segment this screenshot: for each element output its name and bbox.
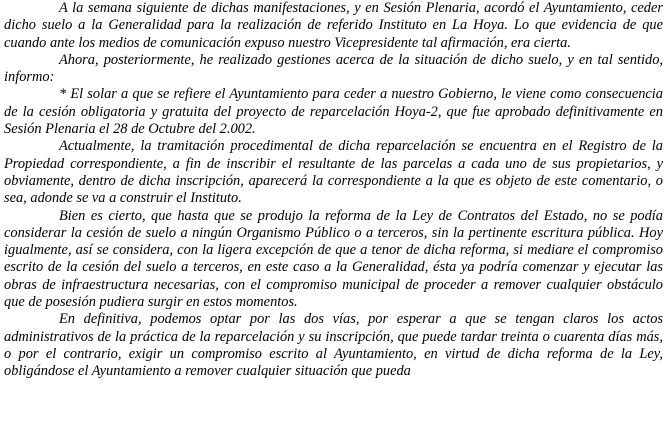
- paragraph-en-definitiva: En definitiva, podemos optar por las dos vías, por esperar a que se tengan claros los actos administrativos de la práctica de la reparcelación y su inscripción, que puede tardar treinta o cuarenta días más, o por el contrario, exigir un compromiso escrito al Ayuntamiento, en virtud de dicha reforma de la Ley, obligándose el Ayuntamiento a remover cualquier situación que pueda: [4, 311, 663, 380]
- paragraph-instituto-cesion: A la semana siguiente de dichas manifestaciones, y en Sesión Plenaria, acordó el Ayuntamiento, ceder dicho suelo a la Generalidad para la realización de referido Instituto en La Hoya. Lo que evidencia de que cuando ante los medios de comunicación expuso nuestro Vicepresidente tal afirmación, era cierta.: [4, 0, 663, 51]
- document-page: [4, 0, 663, 441]
- paragraph-gestiones-suelo: Ahora, posteriormente, he realizado gestiones acerca de la situación de dicho suelo, y en tal sentido, informo:: [4, 51, 663, 86]
- paragraph-registro-propiedad: Actualmente, la tramitación procedimental de dicha reparcelación se encuentra en el Registro de la Propiedad correspondiente, a fin de inscribir el resultante de las parcelas a cada uno de sus propietarios, y obviamente, dentro de dicha inscripción, aparecerá la correspondiente a la que es objeto de este comentario, o sea, adonde se va a construir el Instituto.: [4, 138, 663, 207]
- paragraph-ley-contratos: Bien es cierto, que hasta que se produjo la reforma de la Ley de Contratos del Estado, no se podía considerar la cesión de suelo a ningún Organismo Público o a terceros, sin la pertinente escritura pública. Hoy igualmente, así se considera, con la ligera excepción de que a tenor de dicha reforma, si mediare el compromiso escrito de la cesión del suelo a terceros, en este caso a la Generalidad, ésta ya podría comenzar y ejecutar las obras de infraestructura necesarias, con el compromiso municipal de proceder a remover cualquier obstáculo que de posesión pudiera surgir en estos momentos.: [4, 207, 663, 311]
- paragraph-solar-reparcelacion: * El solar a que se refiere el Ayuntamiento para ceder a nuestro Gobierno, le viene como consecuencia de la cesión obligatoria y gratuita del proyecto de reparcelación Hoya-2, que fue aprobado definitivamente en Sesión Plenaria el 28 de Octubre del 2.002.: [4, 86, 663, 138]
